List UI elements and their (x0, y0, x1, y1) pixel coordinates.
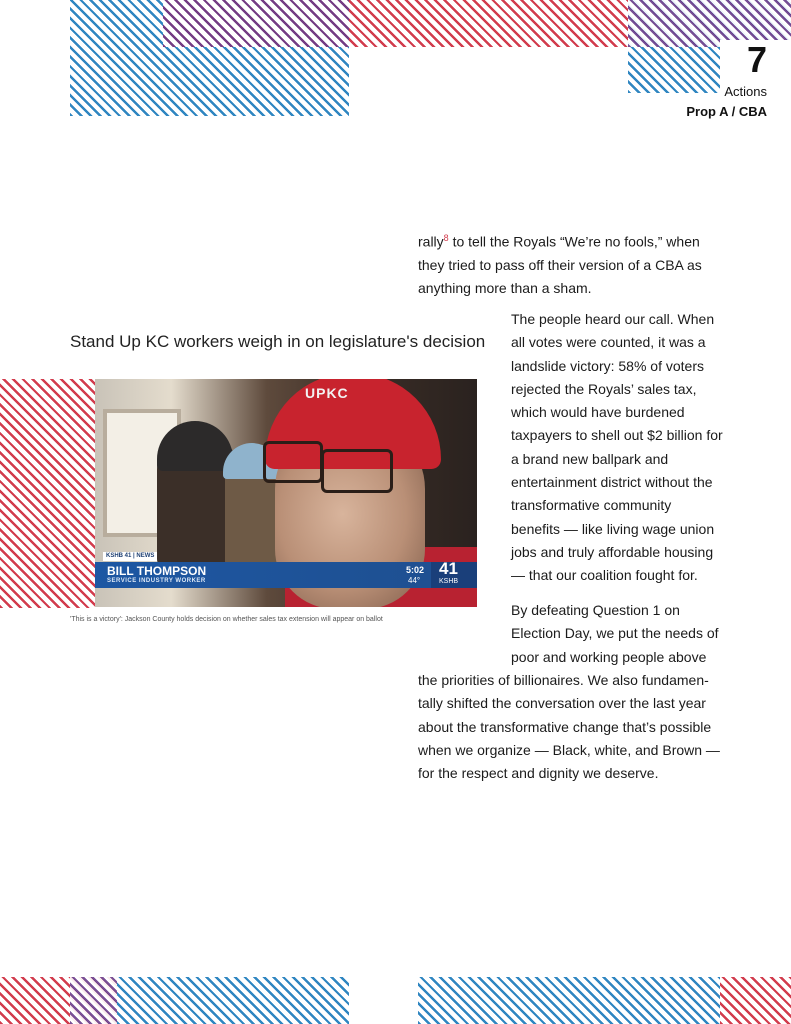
paragraph-rally (418, 227, 728, 301)
interviewee-name: BILL THOMPSON (107, 564, 207, 578)
channel-logo (431, 559, 477, 588)
bottom-left-blue-stripes (117, 977, 349, 1024)
channel-call-letters: KSHB (439, 578, 459, 585)
bottom-left-overlap-stripes (70, 977, 117, 1024)
video-caption[interactable]: 'This is a victory': Jackson County holds decision on whether sales tax extension will appear on ballot (70, 616, 383, 623)
interviewee-title: SERVICE INDUSTRY WORKER (107, 578, 206, 584)
broadcast-time: 5:02 (406, 565, 425, 575)
bottom-right-red-stripes (720, 977, 791, 1024)
section-label: Actions (724, 84, 767, 99)
news-video-still[interactable] (95, 379, 477, 607)
page-number: 7 (746, 39, 767, 80)
paragraph-victory: The people heard our call. When all votes were counted, it was a landslide victory: 58% of voters rejected the Royals’ sales tax, which would have burdened taxpayers to shell out $2 billion for a brand new ballpark and entertainment district without the transformative community benefits — like living wage union jobs and truly affordable housing — that our coalition fought for. (511, 311, 723, 584)
channel-number: 41 (439, 559, 458, 578)
video-headline[interactable]: Stand Up KC workers weigh in on legislature's decision (70, 332, 486, 351)
paragraph-rally-start: rally (418, 233, 444, 250)
left-red-stripes (0, 379, 95, 608)
paragraph-rally-rest: to tell the Royals “We’re no fools,” when they tried to pass off their version of a CBA as anything more than a sham. (418, 233, 702, 297)
news-lower-third (95, 559, 477, 588)
news-tag: KSHB 41 | NEWS (103, 552, 157, 561)
paragraph-question1-part2: the priorities of billionaires. We also fundamen-tally shifted the conversation over the last year about the transformative change that’s possible when we organize — Black, white, and Brown — for the respect and dignity we deserve. (418, 672, 720, 782)
broadcast-temperature: 44° (408, 576, 421, 585)
section-subtitle: Prop A / CBA (686, 104, 767, 119)
glasses-left-lens (263, 441, 323, 483)
glasses-right-lens (321, 449, 393, 493)
beanie-text: UPKC (305, 385, 349, 401)
footnote-marker[interactable]: 8 (443, 233, 449, 243)
top-left-overlap-stripes (163, 0, 349, 47)
paragraph-question1-part1: By defeating Question 1 on Election Day, we put the needs of poor and working people above (511, 602, 719, 665)
bottom-right-blue-stripes (418, 977, 720, 1024)
